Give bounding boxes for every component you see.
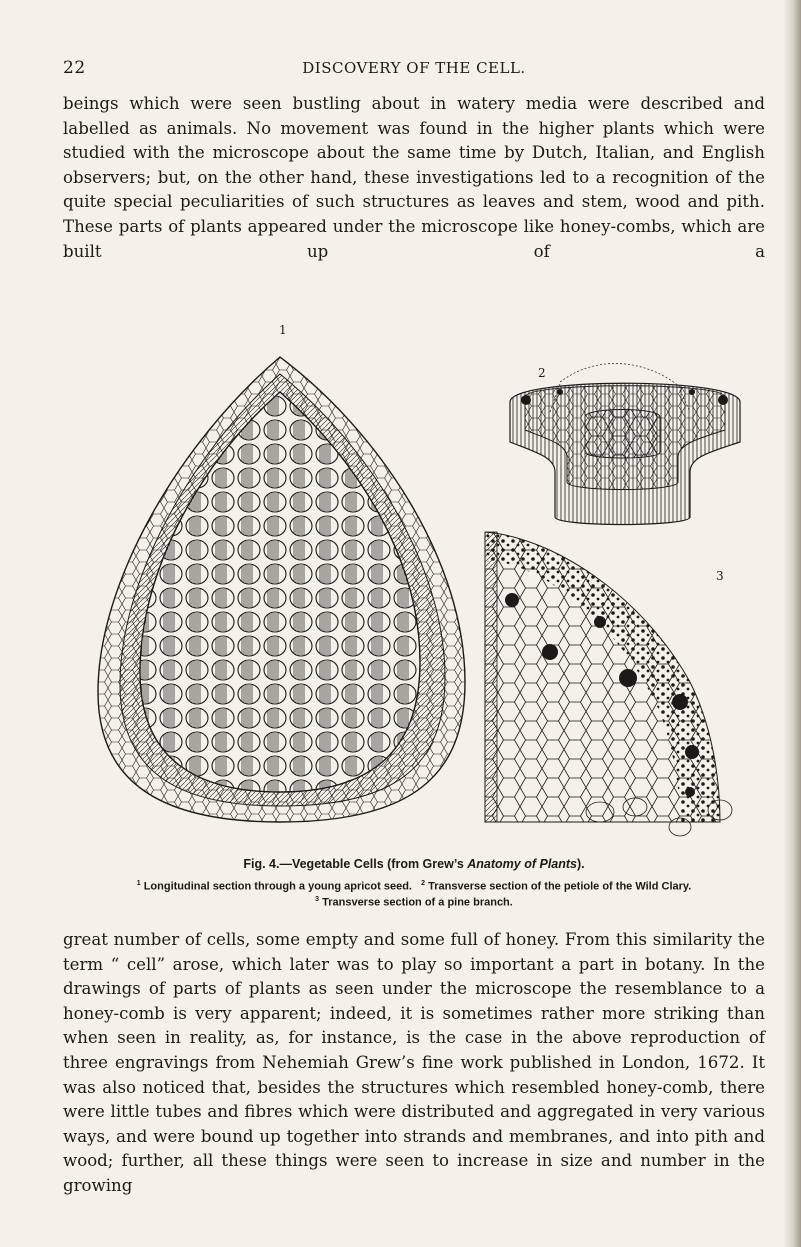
body-paragraph-bottom (63, 928, 765, 1223)
paragraph-text: great number of cells, some empty and some full of honey. From this similarity the term “ cell” arose, which later was to play so important a part in botany. In the drawings of parts of plants as seen under the microscope the resemblance to a honey-comb is very apparent; indeed, it is sometimes rather more striking than when seen in reality, as, for instance, is the case in the above reproduction of three engravings from Nehemiah Grew’s fine work published in London, 1672. It was also noticed that, besides the structures which resembled honey-comb, there were little tubes and fibres which were distributed and aggregated in very various ways, and were bound up together into strands and membranes, and into pith and wood; further, all these things were seen to increase in size and number in the growing (63, 930, 765, 1195)
figure-label-2: 2 (538, 366, 546, 380)
figure-1-apricot-seed (98, 323, 465, 822)
caption-item-2: Transverse section of the petiole of the Wild Clary. (425, 880, 692, 893)
caption-item-3: Transverse section of a pine branch. (319, 896, 513, 909)
figure-label-3: 3 (716, 569, 724, 583)
figure-engravings (80, 322, 780, 852)
caption-item-1: Longitudinal section through a young apricot seed. (140, 880, 412, 893)
page-number: 22 (63, 58, 86, 78)
page-header (63, 58, 765, 80)
figure-illustration (80, 322, 780, 852)
paragraph-text: beings which were seen bustling about in watery media were described and labelled as animals. No movement was found in the higher plants which were studied with the microscope about the same time by Dutch, Italian, and English observers; but, on the other hand, these investigations led to a recognition of the quite special peculiarities of such structures as leaves and stem, wood and pith. These parts of plants appeared under the microscope like honey-combs, which are built up of a (63, 94, 765, 261)
body-paragraph-top (63, 92, 765, 289)
book-title: Anatomy of Plants (467, 857, 578, 871)
running-title: DISCOVERY OF THE CELL. (302, 59, 526, 77)
figure-label-1: 1 (279, 323, 287, 337)
page-edge-shadow (783, 0, 801, 1247)
figure-caption: Fig. 4.—Vegetable Cells (from Grew’s Anatomy of Plants). (243, 857, 585, 871)
figure-3-pine-branch (485, 532, 732, 836)
figure-subcaption-1-2: $^1$ Longitudinal section through a young apricot seed. $^2$ Transverse section of the petiole of the Wild Clary. (136, 880, 692, 893)
figure-2-petiole (510, 363, 740, 524)
figure-subcaption-3: $^3$ Transverse section of a pine branch. (315, 896, 513, 909)
